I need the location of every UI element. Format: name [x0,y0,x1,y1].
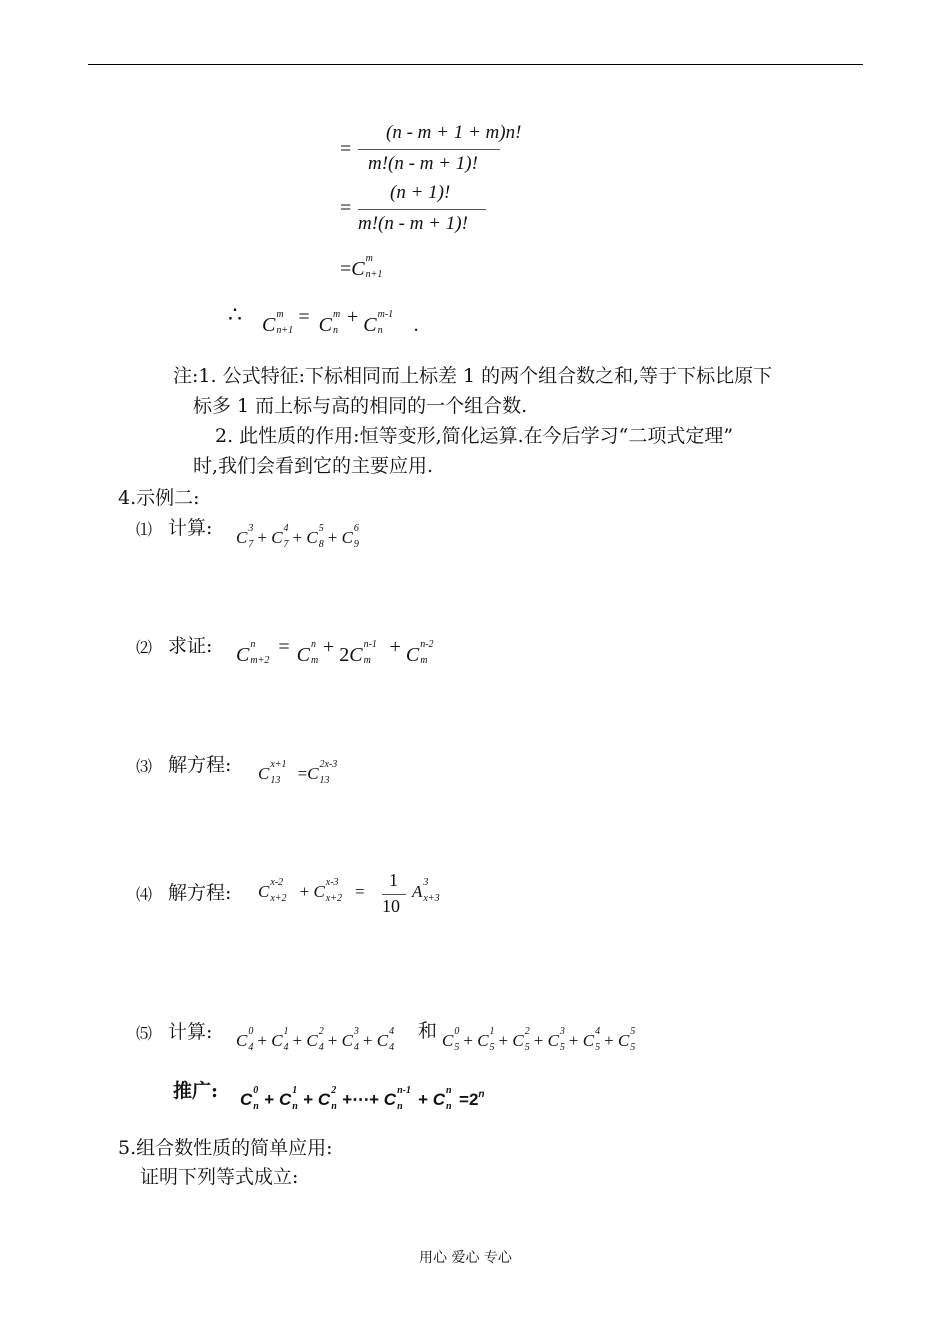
item-3-label: 解方程: [168,754,232,776]
and-word: 和 [418,1020,438,1042]
note-line-1: 注:1. 公式特征:下标相同而上标差 1 的两个组合数之和,等于下标比原下 [173,365,773,387]
item-3-equation: C x+1 13 =C 2x-3 13 [258,759,338,786]
item-5-sum-b: C 0 5 + C 1 5 + C 2 5 + C 3 5 + C 4 5 + C 5 5 [442,1026,636,1053]
numerator: (n - m + 1 + m)n! [386,122,522,143]
item-1-expression: C 3 7 + C 4 7 + C 5 8 + C 6 9 [236,523,359,550]
section-5-subheading: 证明下列等式成立: [140,1166,299,1188]
note-line-3: 2. 此性质的作用:恒等变形,简化运算.在今后学习“二项式定理” [215,425,734,447]
item-1-number: ⑴ [136,520,153,539]
item-2-label: 求证: [168,635,213,657]
item-5-sum-a: C 0 4 + C 1 4 + C 2 4 + C 3 4 + C 4 4 [236,1026,395,1053]
pascal-identity: C m n+1 = C m n + C m-1 n . [262,306,419,336]
generalize-label: 推广: [173,1080,219,1102]
item-4-label: 解方程: [168,882,232,904]
item-2-expression: C n m+2 = C n m + 2C n-1 m + C n-2 m [236,636,434,666]
item-2-number: ⑵ [136,638,153,657]
denominator: m!(n - m + 1)! [368,153,478,174]
section-5-heading: 5.组合数性质的简单应用: [118,1137,333,1159]
equals-sign: = [340,138,352,160]
item-4-number: ⑷ [136,885,153,904]
item-4-equation: C x-2 x+2 + C x-3 x+2 = [258,877,365,904]
denominator: m!(n - m + 1)! [358,213,468,234]
note-line-4: 时,我们会看到它的主要应用. [193,455,434,477]
result-expression: =C m n+1 [340,253,383,280]
item-3-number: ⑶ [136,757,153,776]
header-rule [88,64,863,65]
item-1-label: 计算: [168,517,213,539]
item-5-label: 计算: [168,1021,213,1043]
binomial-sum-identity: C 0 n + C 1 n + C 2 n +⋯+ C n-1 n + C n n $=2^n$ [240,1085,485,1112]
numerator: (n + 1)! [390,182,451,203]
therefore-symbol: ∴ [228,303,242,328]
arrangement-term: A 3 x+3 [412,877,440,904]
item-5-number: ⑸ [136,1024,153,1043]
section-4-heading: 4.示例二: [118,487,200,509]
note-line-2: 标多 1 而上标与高的相同的一个组合数. [193,395,528,417]
equals-sign: = [340,197,352,219]
page-footer: 用心 爱心 专心 [419,1250,512,1266]
